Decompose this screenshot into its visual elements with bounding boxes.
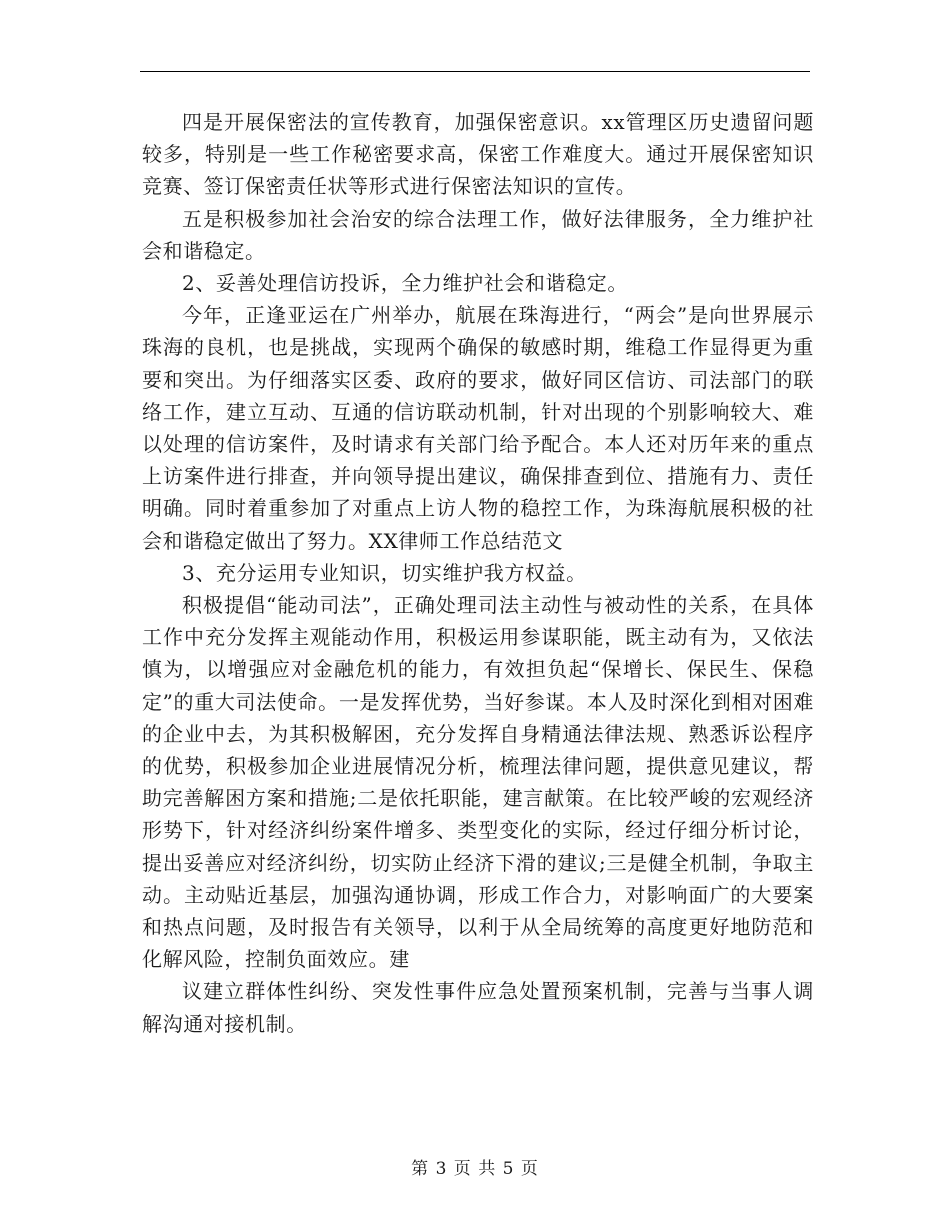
paragraph-6: 积极提倡“能动司法”，正确处理司法主动性与被动性的关系，在具体工作中充分发挥主观能动作用，积极运用参谋职能，既主动有为，又依法慎为，以增强应对金融危机的能力，有效担负起“保增长、保民生、保稳定”的重大司法使命。一是发挥优势，当好参谋。本人及时深化到相对困难的企业中去，为其积极解困，充分发挥自身精通法律法规、熟悉诉讼程序的优势，积极参加企业进展情况分析，梳理法律问题，提供意见建议，帮助完善解困方案和措施;二是依托职能，建言献策。在比较严峻的宏观经济形势下，针对经济纠纷案件增多、类型变化的实际，经过仔细分析讨论，提出妥善应对经济纠纷，切实防止经济下滑的建议;三是健全机制，争取主动。主动贴近基层，加强沟通协调，形成工作合力，对影响面广的大要案和热点问题，及时报告有关领导，以利于从全局统筹的高度更好地防范和化解风险，控制负面效应。建 bbox=[142, 593, 814, 972]
paragraph-7: 议建立群体性纠纷、突发性事件应急处置预案机制，完善与当事人调解沟通对接机制。 bbox=[142, 979, 814, 1036]
paragraph-4: 今年，正逢亚运在广州举办，航展在珠海进行，“两会”是向世界展示珠海的良机，也是挑战，实现两个确保的敏感时期，维稳工作显得更为重要和突出。为仔细落实区委、政府的要求，做好同区信访、司法部门的联络工作，建立互动、互通的信访联动机制，针对出现的个别影响较大、难以处理的信访案件，及时请求有关部门给予配合。本人还对历年来的重点上访案件进行排查，并向领导提出建议，确保排查到位、措施有力、责任明确。同时着重参加了对重点上访人物的稳控工作，为珠海航展积极的社会和谐稳定做出了努力。XX律师工作总结范文 bbox=[142, 303, 814, 553]
document-body bbox=[142, 106, 814, 1040]
page-footer: 第 3 页 共 5 页 bbox=[411, 1159, 539, 1179]
header-rule bbox=[140, 71, 810, 72]
paragraph-5: 3、充分运用专业知识，切实维护我方权益。 bbox=[182, 560, 587, 585]
paragraph-3: 2、妥善处理信访投诉，全力维护社会和谐稳定。 bbox=[182, 271, 628, 296]
paragraph-1: 四是开展保密法的宣传教育，加强保密意识。xx管理区历史遗留问题较多，特别是一些工作秘密要求高，保密工作难度大。通过开展保密知识竞赛、签订保密责任状等形式进行保密法知识的宣传。 bbox=[142, 110, 814, 199]
paragraph-2: 五是积极参加社会治安的综合法理工作，做好法律服务，全力维护社会和谐稳定。 bbox=[142, 206, 814, 263]
